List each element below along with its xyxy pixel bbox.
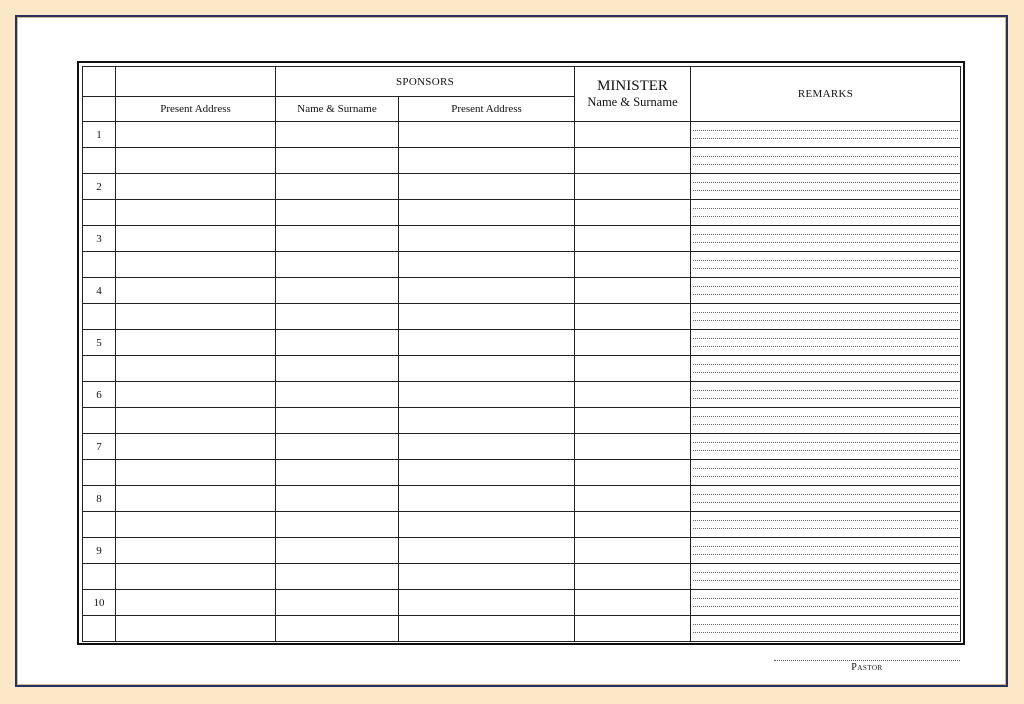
minister-cell[interactable] xyxy=(575,460,691,486)
remarks-cell[interactable] xyxy=(691,590,961,616)
remarks-dotted-line xyxy=(693,390,958,391)
present-address-cell[interactable] xyxy=(116,330,276,356)
sponsor-address-cell[interactable] xyxy=(399,330,575,356)
entry-number: 7 xyxy=(83,434,116,460)
sponsor-name-cell[interactable] xyxy=(276,382,399,408)
table-row xyxy=(83,122,961,148)
table-row xyxy=(83,382,961,408)
entry-number-blank xyxy=(83,356,116,382)
minister-cell[interactable] xyxy=(575,304,691,330)
table-row xyxy=(83,486,961,512)
table-row xyxy=(83,226,961,252)
entry-number: 1 xyxy=(83,122,116,148)
table-row xyxy=(83,590,961,616)
sponsor-name-cell[interactable] xyxy=(276,356,399,382)
present-address-cell[interactable] xyxy=(116,356,276,382)
minister-cell[interactable] xyxy=(575,356,691,382)
table-row xyxy=(83,330,961,356)
present-address-cell[interactable] xyxy=(116,616,276,642)
remarks-dotted-line xyxy=(693,208,958,209)
sponsor-name-cell[interactable] xyxy=(276,148,399,174)
minister-title: MINISTER xyxy=(597,78,668,94)
remarks-dotted-line xyxy=(693,156,958,157)
remarks-dotted-line xyxy=(693,286,958,287)
entry-number: 5 xyxy=(83,330,116,356)
sponsor-name-heading: Name & Surname xyxy=(276,97,399,122)
sponsor-name-cell[interactable] xyxy=(276,564,399,590)
remarks-dotted-line xyxy=(693,364,958,365)
sponsor-name-cell[interactable] xyxy=(276,174,399,200)
remarks-dotted-line xyxy=(693,346,958,347)
present-address-cell[interactable] xyxy=(116,408,276,434)
sponsors-heading: SPONSORS xyxy=(276,67,575,97)
remarks-dotted-line xyxy=(693,424,958,425)
sponsor-address-cell[interactable] xyxy=(399,122,575,148)
remarks-dotted-line xyxy=(693,338,958,339)
remarks-dotted-line xyxy=(693,190,958,191)
present-address-cell[interactable] xyxy=(116,538,276,564)
minister-cell[interactable] xyxy=(575,174,691,200)
remarks-cell[interactable] xyxy=(691,304,961,330)
table-row xyxy=(83,278,961,304)
remarks-dotted-line xyxy=(693,572,958,573)
remarks-dotted-line xyxy=(693,320,958,321)
table-row xyxy=(83,538,961,564)
minister-cell[interactable] xyxy=(575,252,691,278)
sponsor-name-cell[interactable] xyxy=(276,434,399,460)
sponsor-address-heading: Present Address xyxy=(399,97,575,122)
remarks-dotted-line xyxy=(693,476,958,477)
remarks-dotted-line xyxy=(693,312,958,313)
table-row xyxy=(83,174,961,200)
remarks-cell[interactable] xyxy=(691,356,961,382)
present-address-cell[interactable] xyxy=(116,512,276,538)
register-form xyxy=(77,61,965,645)
sponsor-address-cell[interactable] xyxy=(399,382,575,408)
remarks-dotted-line xyxy=(693,502,958,503)
present-address-cell[interactable] xyxy=(116,486,276,512)
present-address-cell[interactable] xyxy=(116,174,276,200)
sponsor-address-cell[interactable] xyxy=(399,590,575,616)
present-address-cell[interactable] xyxy=(116,304,276,330)
sponsor-name-cell[interactable] xyxy=(276,486,399,512)
sponsor-name-cell[interactable] xyxy=(276,330,399,356)
present-address-cell[interactable] xyxy=(116,382,276,408)
minister-cell[interactable] xyxy=(575,590,691,616)
entry-number-blank xyxy=(83,616,116,642)
minister-cell[interactable] xyxy=(575,408,691,434)
sponsor-name-cell[interactable] xyxy=(276,304,399,330)
remarks-dotted-line xyxy=(693,554,958,555)
minister-cell[interactable] xyxy=(575,564,691,590)
remarks-dotted-line xyxy=(693,442,958,443)
sponsor-address-cell[interactable] xyxy=(399,616,575,642)
remarks-dotted-line xyxy=(693,546,958,547)
minister-cell[interactable] xyxy=(575,122,691,148)
entry-number: 4 xyxy=(83,278,116,304)
entry-number: 10 xyxy=(83,590,116,616)
remarks-dotted-line xyxy=(693,372,958,373)
entry-number-blank xyxy=(83,252,116,278)
remarks-dotted-line xyxy=(693,138,958,139)
remarks-cell[interactable] xyxy=(691,434,961,460)
header-address-blank xyxy=(116,67,276,97)
entry-number: 3 xyxy=(83,226,116,252)
remarks-cell[interactable] xyxy=(691,616,961,642)
sponsor-name-cell[interactable] xyxy=(276,538,399,564)
sponsor-name-cell[interactable] xyxy=(276,252,399,278)
register-page xyxy=(15,15,1008,687)
remarks-dotted-line xyxy=(693,632,958,633)
remarks-dotted-line xyxy=(693,624,958,625)
header-number-blank xyxy=(83,67,116,97)
table-row xyxy=(83,356,961,382)
remarks-dotted-line xyxy=(693,164,958,165)
present-address-cell[interactable] xyxy=(116,278,276,304)
entry-number-blank xyxy=(83,512,116,538)
remarks-cell[interactable] xyxy=(691,122,961,148)
remarks-dotted-line xyxy=(693,294,958,295)
remarks-cell[interactable] xyxy=(691,512,961,538)
entry-number-blank xyxy=(83,148,116,174)
remarks-cell[interactable] xyxy=(691,486,961,512)
minister-cell[interactable] xyxy=(575,330,691,356)
remarks-dotted-line xyxy=(693,260,958,261)
sponsor-address-cell[interactable] xyxy=(399,538,575,564)
remarks-cell[interactable] xyxy=(691,278,961,304)
entry-number-blank xyxy=(83,564,116,590)
minister-cell[interactable] xyxy=(575,382,691,408)
remarks-dotted-line xyxy=(693,494,958,495)
minister-cell[interactable] xyxy=(575,226,691,252)
remarks-cell[interactable] xyxy=(691,148,961,174)
table-row xyxy=(83,460,961,486)
remarks-dotted-line xyxy=(693,216,958,217)
entry-number: 8 xyxy=(83,486,116,512)
minister-cell[interactable] xyxy=(575,538,691,564)
table-row xyxy=(83,304,961,330)
present-address-cell[interactable] xyxy=(116,252,276,278)
remarks-dotted-line xyxy=(693,520,958,521)
table-row xyxy=(83,434,961,460)
table-row xyxy=(83,148,961,174)
sponsor-name-cell[interactable] xyxy=(276,616,399,642)
sponsor-address-cell[interactable] xyxy=(399,226,575,252)
remarks-dotted-line xyxy=(693,606,958,607)
sponsor-name-cell[interactable] xyxy=(276,226,399,252)
remarks-dotted-line xyxy=(693,580,958,581)
minister-cell[interactable] xyxy=(575,278,691,304)
minister-subtitle: Name & Surname xyxy=(587,95,678,109)
sponsor-address-cell[interactable] xyxy=(399,460,575,486)
present-address-heading: Present Address xyxy=(116,97,276,122)
sponsor-address-cell[interactable] xyxy=(399,434,575,460)
present-address-cell[interactable] xyxy=(116,200,276,226)
sponsor-address-cell[interactable] xyxy=(399,408,575,434)
minister-cell[interactable] xyxy=(575,148,691,174)
present-address-cell[interactable] xyxy=(116,226,276,252)
remarks-cell[interactable] xyxy=(691,330,961,356)
sponsor-name-cell[interactable] xyxy=(276,590,399,616)
remarks-cell[interactable] xyxy=(691,382,961,408)
entry-number-blank xyxy=(83,460,116,486)
remarks-cell[interactable] xyxy=(691,252,961,278)
sponsor-address-cell[interactable] xyxy=(399,200,575,226)
sponsor-name-cell[interactable] xyxy=(276,200,399,226)
table-row xyxy=(83,200,961,226)
entry-number: 9 xyxy=(83,538,116,564)
table-row xyxy=(83,252,961,278)
remarks-dotted-line xyxy=(693,468,958,469)
remarks-dotted-line xyxy=(693,130,958,131)
remarks-cell[interactable] xyxy=(691,538,961,564)
remarks-dotted-line xyxy=(693,398,958,399)
present-address-cell[interactable] xyxy=(116,434,276,460)
remarks-cell[interactable] xyxy=(691,408,961,434)
present-address-cell[interactable] xyxy=(116,460,276,486)
sponsor-address-cell[interactable] xyxy=(399,486,575,512)
remarks-dotted-line xyxy=(693,234,958,235)
entry-number: 2 xyxy=(83,174,116,200)
remarks-dotted-line xyxy=(693,416,958,417)
remarks-cell[interactable] xyxy=(691,460,961,486)
sponsor-name-cell[interactable] xyxy=(276,408,399,434)
minister-cell[interactable] xyxy=(575,486,691,512)
remarks-cell[interactable] xyxy=(691,200,961,226)
remarks-heading: REMARKS xyxy=(691,67,961,122)
table-row xyxy=(83,616,961,642)
table-row xyxy=(83,512,961,538)
present-address-cell[interactable] xyxy=(116,564,276,590)
table-row xyxy=(83,564,961,590)
minister-cell[interactable] xyxy=(575,200,691,226)
remarks-dotted-line xyxy=(693,598,958,599)
remarks-dotted-line xyxy=(693,528,958,529)
minister-heading xyxy=(575,67,691,122)
remarks-dotted-line xyxy=(693,450,958,451)
sponsor-name-cell[interactable] xyxy=(276,460,399,486)
sponsor-address-cell[interactable] xyxy=(399,252,575,278)
remarks-dotted-line xyxy=(693,242,958,243)
minister-cell[interactable] xyxy=(575,512,691,538)
pastor-label: Pastor xyxy=(851,662,883,673)
remarks-cell[interactable] xyxy=(691,174,961,200)
sponsor-name-cell[interactable] xyxy=(276,278,399,304)
sponsor-address-cell[interactable] xyxy=(399,512,575,538)
entry-number-blank xyxy=(83,200,116,226)
minister-cell[interactable] xyxy=(575,434,691,460)
entry-number: 6 xyxy=(83,382,116,408)
remarks-dotted-line xyxy=(693,268,958,269)
remarks-cell[interactable] xyxy=(691,564,961,590)
minister-cell[interactable] xyxy=(575,616,691,642)
entry-number-blank xyxy=(83,304,116,330)
pastor-signature-line xyxy=(774,660,960,661)
sponsor-name-cell[interactable] xyxy=(276,122,399,148)
present-address-cell[interactable] xyxy=(116,122,276,148)
sponsor-address-cell[interactable] xyxy=(399,278,575,304)
sponsor-address-cell[interactable] xyxy=(399,148,575,174)
remarks-cell[interactable] xyxy=(691,226,961,252)
entry-number-blank xyxy=(83,408,116,434)
remarks-dotted-line xyxy=(693,182,958,183)
table-row xyxy=(83,408,961,434)
sponsor-address-cell[interactable] xyxy=(399,564,575,590)
sponsor-address-cell[interactable] xyxy=(399,174,575,200)
sponsor-address-cell[interactable] xyxy=(399,356,575,382)
sponsor-address-cell[interactable] xyxy=(399,304,575,330)
register-table xyxy=(82,66,961,642)
present-address-cell[interactable] xyxy=(116,148,276,174)
sponsor-name-cell[interactable] xyxy=(276,512,399,538)
present-address-cell[interactable] xyxy=(116,590,276,616)
subheader-number-blank xyxy=(83,97,116,122)
